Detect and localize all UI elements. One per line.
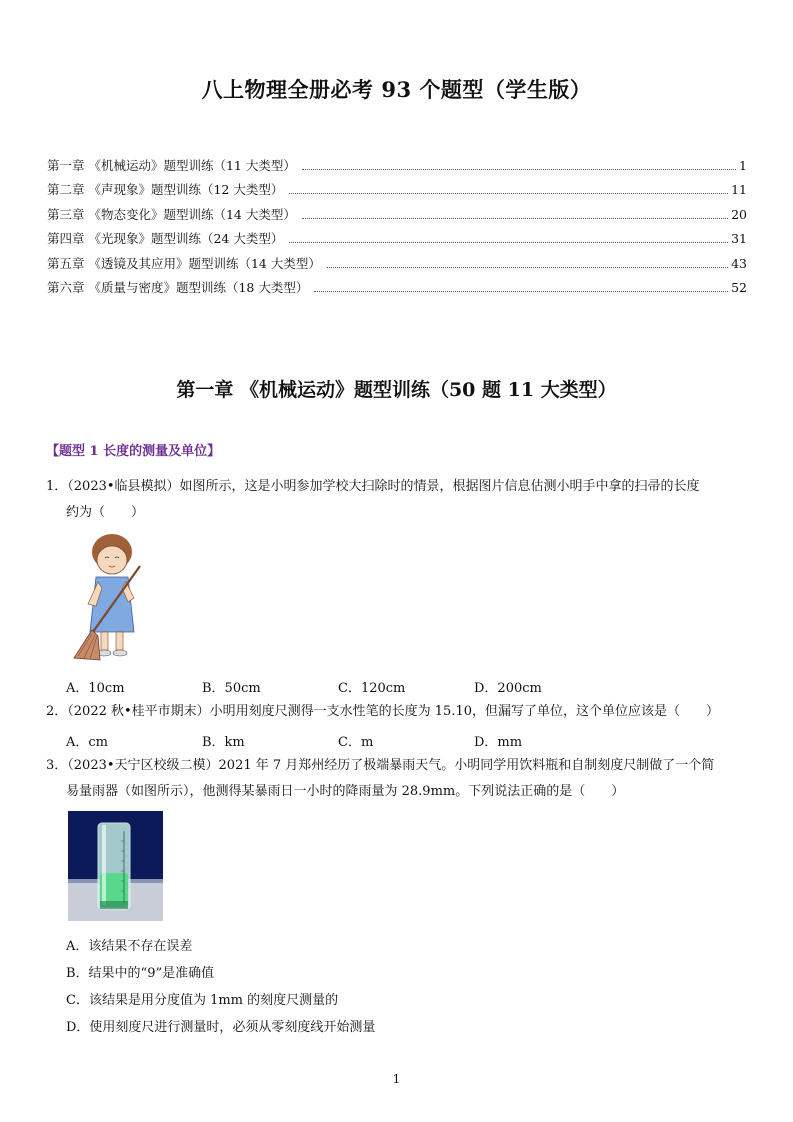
toc-entry-label: 第三章 《物态变化》题型训练（14 大类型）	[47, 206, 296, 222]
toc-leader	[289, 241, 728, 243]
toc-entry-label: 第一章 《机械运动》题型训练（11 大类型）	[47, 158, 296, 173]
question-3-text-cont: 易量雨器（如图所示），他测得某暴雨日一小时的降雨量为 28.9mm。下列说法正确的是（ ）	[66, 784, 625, 799]
question-1-text-cont: 约为（ ）	[66, 505, 145, 520]
question-2-text: 2．（2022 秋•桂平市期末）小明用刻度尺测得一支水性笔的长度为 15.10，但漏写了单位，这个单位应该是（ ）	[46, 704, 720, 719]
option-c[interactable]: C．120cm	[338, 681, 406, 696]
chapter-heading: 第一章 《机械运动》题型训练（50 题 11 大类型）	[176, 379, 617, 401]
toc-entry[interactable]	[47, 180, 747, 204]
toc-entry-page: 11	[731, 182, 747, 198]
option-c[interactable]: C．m	[338, 735, 374, 750]
toc-entry[interactable]	[47, 156, 747, 180]
toc-entry-page: 52	[731, 279, 747, 295]
toc-entry[interactable]	[47, 205, 747, 229]
question-3-option-d[interactable]: D．使用刻度尺进行测量时，必须从零刻度线开始测量	[66, 1020, 376, 1035]
question-type-heading: 【题型 1 长度的测量及单位】	[46, 444, 221, 459]
option-a[interactable]: A．cm	[66, 735, 108, 750]
document-title: 八上物理全册必考 93 个题型（学生版）	[201, 77, 592, 102]
question-3	[46, 753, 746, 805]
question-2-options	[66, 731, 610, 750]
toc-entry-page: 1	[739, 158, 747, 173]
toc-entry-label: 第四章 《光现象》题型训练（24 大类型）	[47, 231, 284, 247]
toc-entry[interactable]	[47, 254, 747, 278]
option-d[interactable]: D．mm	[474, 735, 523, 750]
question-3-option-b[interactable]: B．结果中的“9”是准确值	[66, 966, 215, 981]
toc-leader	[302, 168, 736, 170]
boy-sweeping-illustration	[68, 532, 154, 664]
table-of-contents	[47, 156, 747, 302]
toc-entry-page: 43	[731, 255, 747, 271]
toc-entry-page: 20	[731, 206, 747, 222]
toc-entry-page: 31	[731, 231, 747, 247]
question-3-option-a[interactable]: A．该结果不存在误差	[66, 939, 193, 954]
toc-leader	[302, 217, 728, 219]
option-d[interactable]: D．200cm	[474, 681, 542, 696]
question-2	[46, 699, 746, 725]
toc-entry[interactable]	[47, 278, 747, 302]
toc-leader	[289, 192, 728, 194]
page-number: 1	[392, 1072, 401, 1086]
toc-entry[interactable]	[47, 229, 747, 253]
toc-leader	[327, 266, 728, 268]
toc-leader	[314, 290, 728, 292]
question-1-options	[66, 677, 610, 696]
question-3-text: 3．（2023•天宁区校级二模）2021 年 7 月郑州经历了极端暴雨天气。小明同学用饮料瓶和自制刻度尺制做了一个简	[46, 758, 715, 773]
option-b[interactable]: B．50cm	[202, 681, 261, 696]
option-b[interactable]: B．km	[202, 735, 245, 750]
rain-gauge-photo	[68, 811, 163, 921]
option-a[interactable]: A．10cm	[66, 681, 125, 696]
question-1-text: 1．（2023•临县模拟）如图所示，这是小明参加学校大扫除时的情景，根据图片信息估测小明手中拿的扫帚的长度	[46, 479, 700, 494]
toc-entry-label: 第六章 《质量与密度》题型训练（18 大类型）	[47, 279, 309, 295]
question-1	[46, 474, 746, 526]
question-3-option-c[interactable]: C．该结果是用分度值为 1mm 的刻度尺测量的	[66, 993, 339, 1008]
toc-entry-label: 第二章 《声现象》题型训练（12 大类型）	[47, 182, 284, 198]
toc-entry-label: 第五章 《透镜及其应用》题型训练（14 大类型）	[47, 255, 321, 271]
